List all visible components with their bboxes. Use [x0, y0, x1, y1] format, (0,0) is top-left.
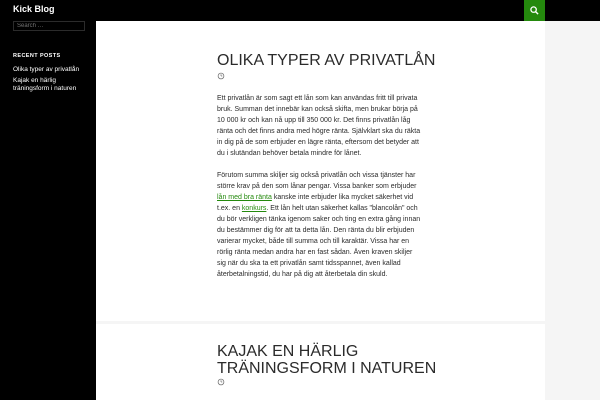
- post-paragraph: Ett privatlån är som sagt ett lån som kan användas fritt till privata bruk. Summan det innebär kan också skifta, men brukar börja på 10 000 kr och kan nå upp till 350 000 kr. Det finns privatlån låg ränta och det finns andra med högre ränta. Självklart ska du räkta in dig på de som erbjuder en lägre ränta, eftersom det betyder att du i slutändan behöver betala mindre för lånet.: [217, 95, 421, 157]
- post-title[interactable]: OLIKA TYPER AV PRIVATLÅN: [217, 52, 436, 69]
- recent-post-link[interactable]: Olika typer av privatlån: [13, 66, 80, 73]
- post-title[interactable]: KAJAK EN HÄRLIG TRÄNINGSFORM I NATUREN: [217, 343, 437, 377]
- right-gutter: [545, 21, 600, 400]
- clock-icon: [217, 378, 225, 386]
- recent-posts-title: RECENT POSTS: [13, 53, 61, 59]
- recent-posts-list: [13, 66, 93, 96]
- search-icon: [530, 6, 539, 15]
- post-paragraph: Förutom summa skiljer sig också privatlån och vissa tjänster har större krav på den som lånar pengar. Vissa banker som erbjuder lån med bra ränta kanske inte erbjuder lika mycket säkerhet vid t.ex. en konkurs. Ett lån helt utan säkerhet kallas "blancolån" och du bör verkligen tänka igenom saker och ting en extra gång innan du bestämmer dig för att ta detta lån. Den ränta du blir erbjuden varierar mycket, både till summa och till karaktär. Vissa har en rörlig ränta medan andra har en fast sådan. Även kraven skiljer sig när du ska ta ett privatlån samt tidsspannet, även kallad återbetalningstid, du har på dig att återbetala din skuld.: [217, 172, 421, 278]
- post-divider: [96, 321, 545, 324]
- search-input[interactable]: [13, 21, 85, 31]
- inline-link[interactable]: lån med bra ränta: [217, 194, 272, 201]
- search-toggle-button[interactable]: [524, 0, 545, 21]
- recent-post-link[interactable]: Kajak en härlig träningsform i naturen: [13, 76, 77, 92]
- clock-icon: [217, 72, 225, 80]
- masthead: [0, 0, 600, 21]
- inline-link[interactable]: konkurs: [241, 205, 267, 212]
- post-content: [217, 93, 422, 291]
- site-title[interactable]: Kick Blog: [13, 4, 55, 14]
